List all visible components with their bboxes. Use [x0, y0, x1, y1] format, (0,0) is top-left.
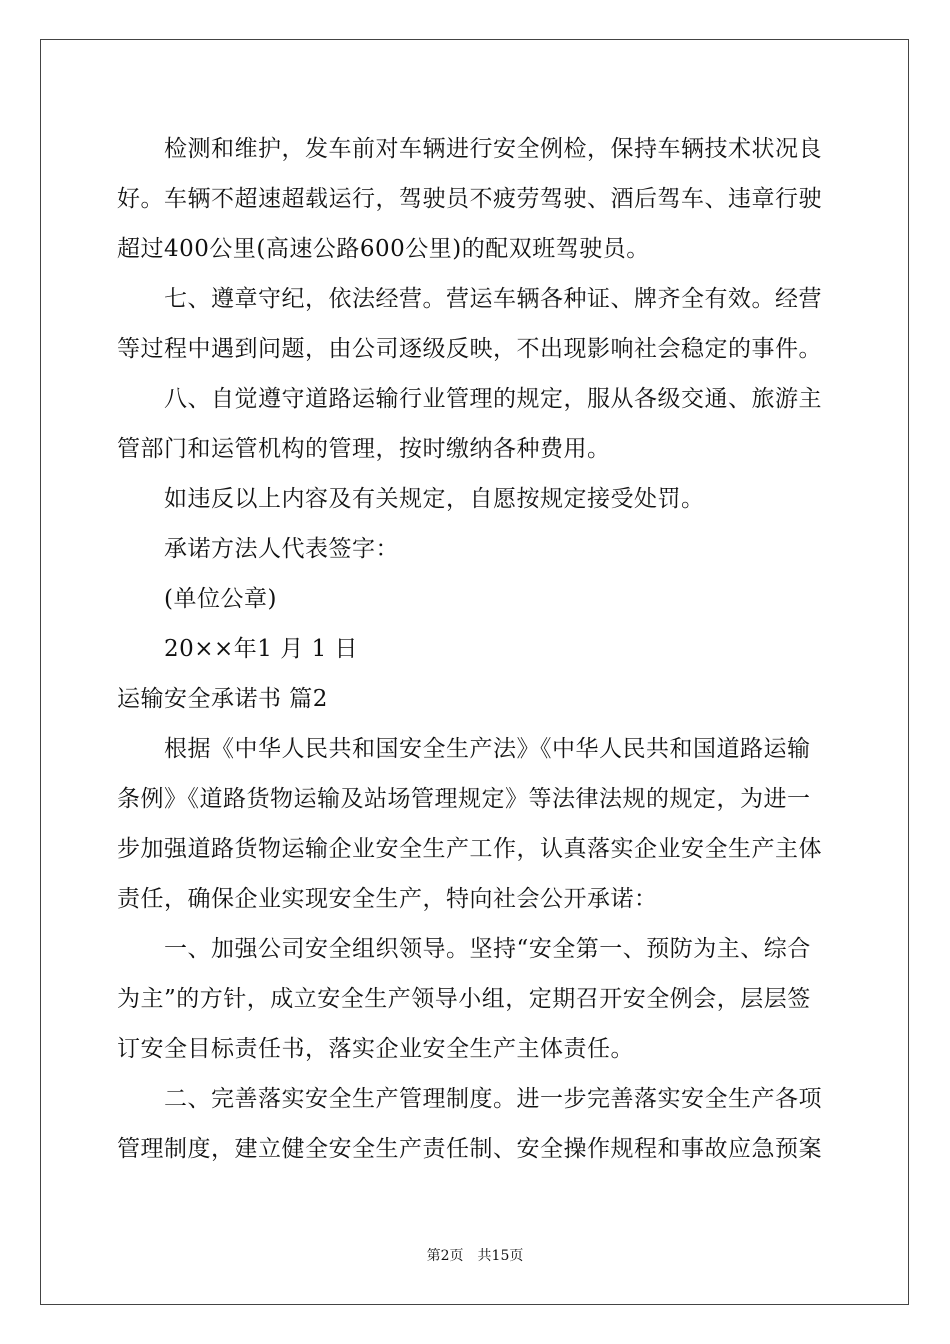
section-heading: 运输安全承诺书 篇2	[117, 686, 328, 712]
date-line: 20××年1 月 1 日	[164, 636, 359, 662]
text-line: 二、完善落实安全生产管理制度。进一步完善落实安全生产各项	[164, 1086, 822, 1112]
text-line: 条例》《道路货物运输及站场管理规定》等法律法规的规定，为进一	[117, 786, 811, 812]
text-line: 管理制度，建立健全安全生产责任制、安全操作规程和事故应急预案	[117, 1136, 822, 1162]
text-line: 等过程中遇到问题，由公司逐级反映，不出现影响社会稳定的事件。	[117, 336, 822, 362]
seal-label: (单位公章)	[164, 586, 277, 612]
text-line: 责任，确保企业实现安全生产，特向社会公开承诺：	[117, 886, 658, 912]
page-border	[40, 39, 909, 1305]
text-line: 根据《中华人民共和国安全生产法》《中华人民共和国道路运输	[164, 736, 811, 762]
text-line: 管部门和运管机构的管理，按时缴纳各种费用。	[117, 436, 611, 462]
text-line: 检测和维护，发车前对车辆进行安全例检，保持车辆技术状况良	[164, 136, 822, 162]
text-line: 超过400公里(高速公路600公里)的配双班驾驶员。	[117, 236, 650, 262]
text-line: 好。车辆不超速超载运行，驾驶员不疲劳驾驶、酒后驾车、违章行驶	[117, 186, 822, 212]
text-line: 订安全目标责任书，落实企业安全生产主体责任。	[117, 1036, 634, 1062]
signature-label: 承诺方法人代表签字：	[164, 536, 399, 562]
text-line: 八、自觉遵守道路运输行业管理的规定，服从各级交通、旅游主	[164, 386, 822, 412]
page-number-footer: 第2页 共15页	[426, 1248, 524, 1264]
text-line: 步加强道路货物运输企业安全生产工作，认真落实企业安全生产主体	[117, 836, 822, 862]
text-line: 如违反以上内容及有关规定，自愿按规定接受处罚。	[164, 486, 705, 512]
text-line: 一、加强公司安全组织领导。坚持“安全第一、预防为主、综合	[164, 936, 811, 962]
text-line: 为主”的方针，成立安全生产领导小组，定期召开安全例会，层层签	[117, 986, 811, 1012]
text-line: 七、遵章守纪，依法经营。营运车辆各种证、牌齐全有效。经营	[164, 286, 822, 312]
